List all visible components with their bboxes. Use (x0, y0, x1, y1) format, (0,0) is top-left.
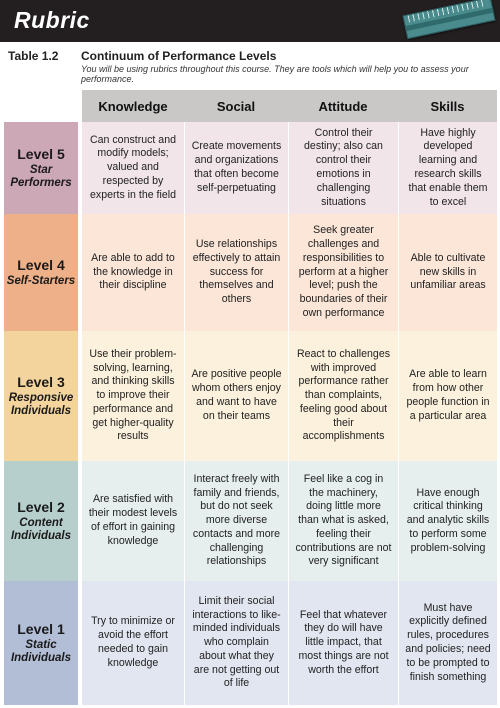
level-tag: Content Individuals (10, 516, 72, 542)
table-cell-social: Create movements and organizations that often become self-perpetuating (184, 122, 288, 214)
table-row (0, 461, 497, 582)
table-cell-attitude: Control their destiny; also can control their emotions in challenging situations (288, 122, 398, 214)
rubric-table (0, 86, 500, 708)
table-row (0, 331, 497, 462)
table-cell-skills: Able to cultivate new skills in unfamiliar areas (398, 214, 497, 331)
level-tag: Star Performers (10, 163, 72, 189)
rubric-banner (0, 0, 500, 42)
table-cell-knowledge: Use their problem-solving, learning, and thinking skills to improve their performance and get higher-quality results (82, 331, 184, 461)
level-name: Level 2 (17, 498, 65, 515)
level-name: Level 5 (17, 145, 65, 162)
table-cell-attitude: React to challenges with improved performance rather than complaints, feeling good about their accomplishments (288, 331, 398, 461)
ruler-icon (402, 0, 495, 39)
banner-title: Rubric (14, 7, 90, 33)
table-cell-skills: Must have explicitly defined rules, procedures and policies; need to be prompted to finish something (398, 581, 497, 705)
level-label (4, 331, 78, 461)
table-number: Table 1.2 (8, 49, 59, 63)
table-cell-knowledge: Are able to add to the knowledge in their discipline (82, 214, 184, 331)
level-name: Level 4 (17, 256, 65, 273)
table-row (0, 122, 497, 215)
level-name: Level 1 (17, 620, 65, 637)
table-row (0, 214, 497, 332)
level-label (4, 122, 78, 214)
table-subtitle: You will be using rubrics throughout this course. They are tools which will help you to assess your performance. (81, 64, 469, 84)
table-cell-attitude: Feel like a cog in the machinery, doing little more than what is asked, feeling their contributions are not very significant (288, 461, 398, 581)
level-name: Level 3 (17, 373, 65, 390)
level-label (4, 581, 78, 705)
level-label (4, 214, 78, 331)
table-cell-social: Interact freely with family and friends, but do not seek more diverse contacts and more challenging relationships (184, 461, 288, 581)
table-cell-social: Use relationships effectively to attain success for themselves and others (184, 214, 288, 331)
table-cell-skills: Are able to learn from how other people function in a particular area (398, 331, 497, 461)
header-social: Social (184, 90, 289, 122)
table-cell-social: Are positive people whom others enjoy and want to have on their teams (184, 331, 288, 461)
table-cell-skills: Have highly developed learning and research skills that enable them to excel (398, 122, 497, 214)
header-skills: Skills (398, 90, 497, 122)
table-cell-knowledge: Can construct and modify models; valued and respected by experts in the field (82, 122, 184, 214)
table-cell-knowledge: Are satisfied with their modest levels of effort in gaining knowledge (82, 461, 184, 581)
level-tag: Self-Starters (6, 274, 76, 287)
table-cell-attitude: Seek greater challenges and responsibilities to perform at a higher level; push the boundaries of their own performance (288, 214, 398, 331)
table-cell-knowledge: Try to minimize or avoid the effort needed to gain knowledge (82, 581, 184, 705)
level-tag: Responsive Individuals (8, 391, 74, 417)
header-attitude: Attitude (288, 90, 399, 122)
table-title: Continuum of Performance Levels (81, 49, 277, 63)
table-cell-social: Limit their social interactions to like-minded individuals who complain about what they are not getting out of life (184, 581, 288, 705)
table-cell-attitude: Feel that whatever they do will have little impact, that most things are not worth the effort (288, 581, 398, 705)
table-cell-skills: Have enough critical thinking and analytic skills to perform some problem-solving (398, 461, 497, 581)
level-label (4, 461, 78, 581)
header-knowledge: Knowledge (82, 90, 185, 122)
level-tag: Static Individuals (10, 638, 72, 664)
table-row (0, 581, 497, 706)
